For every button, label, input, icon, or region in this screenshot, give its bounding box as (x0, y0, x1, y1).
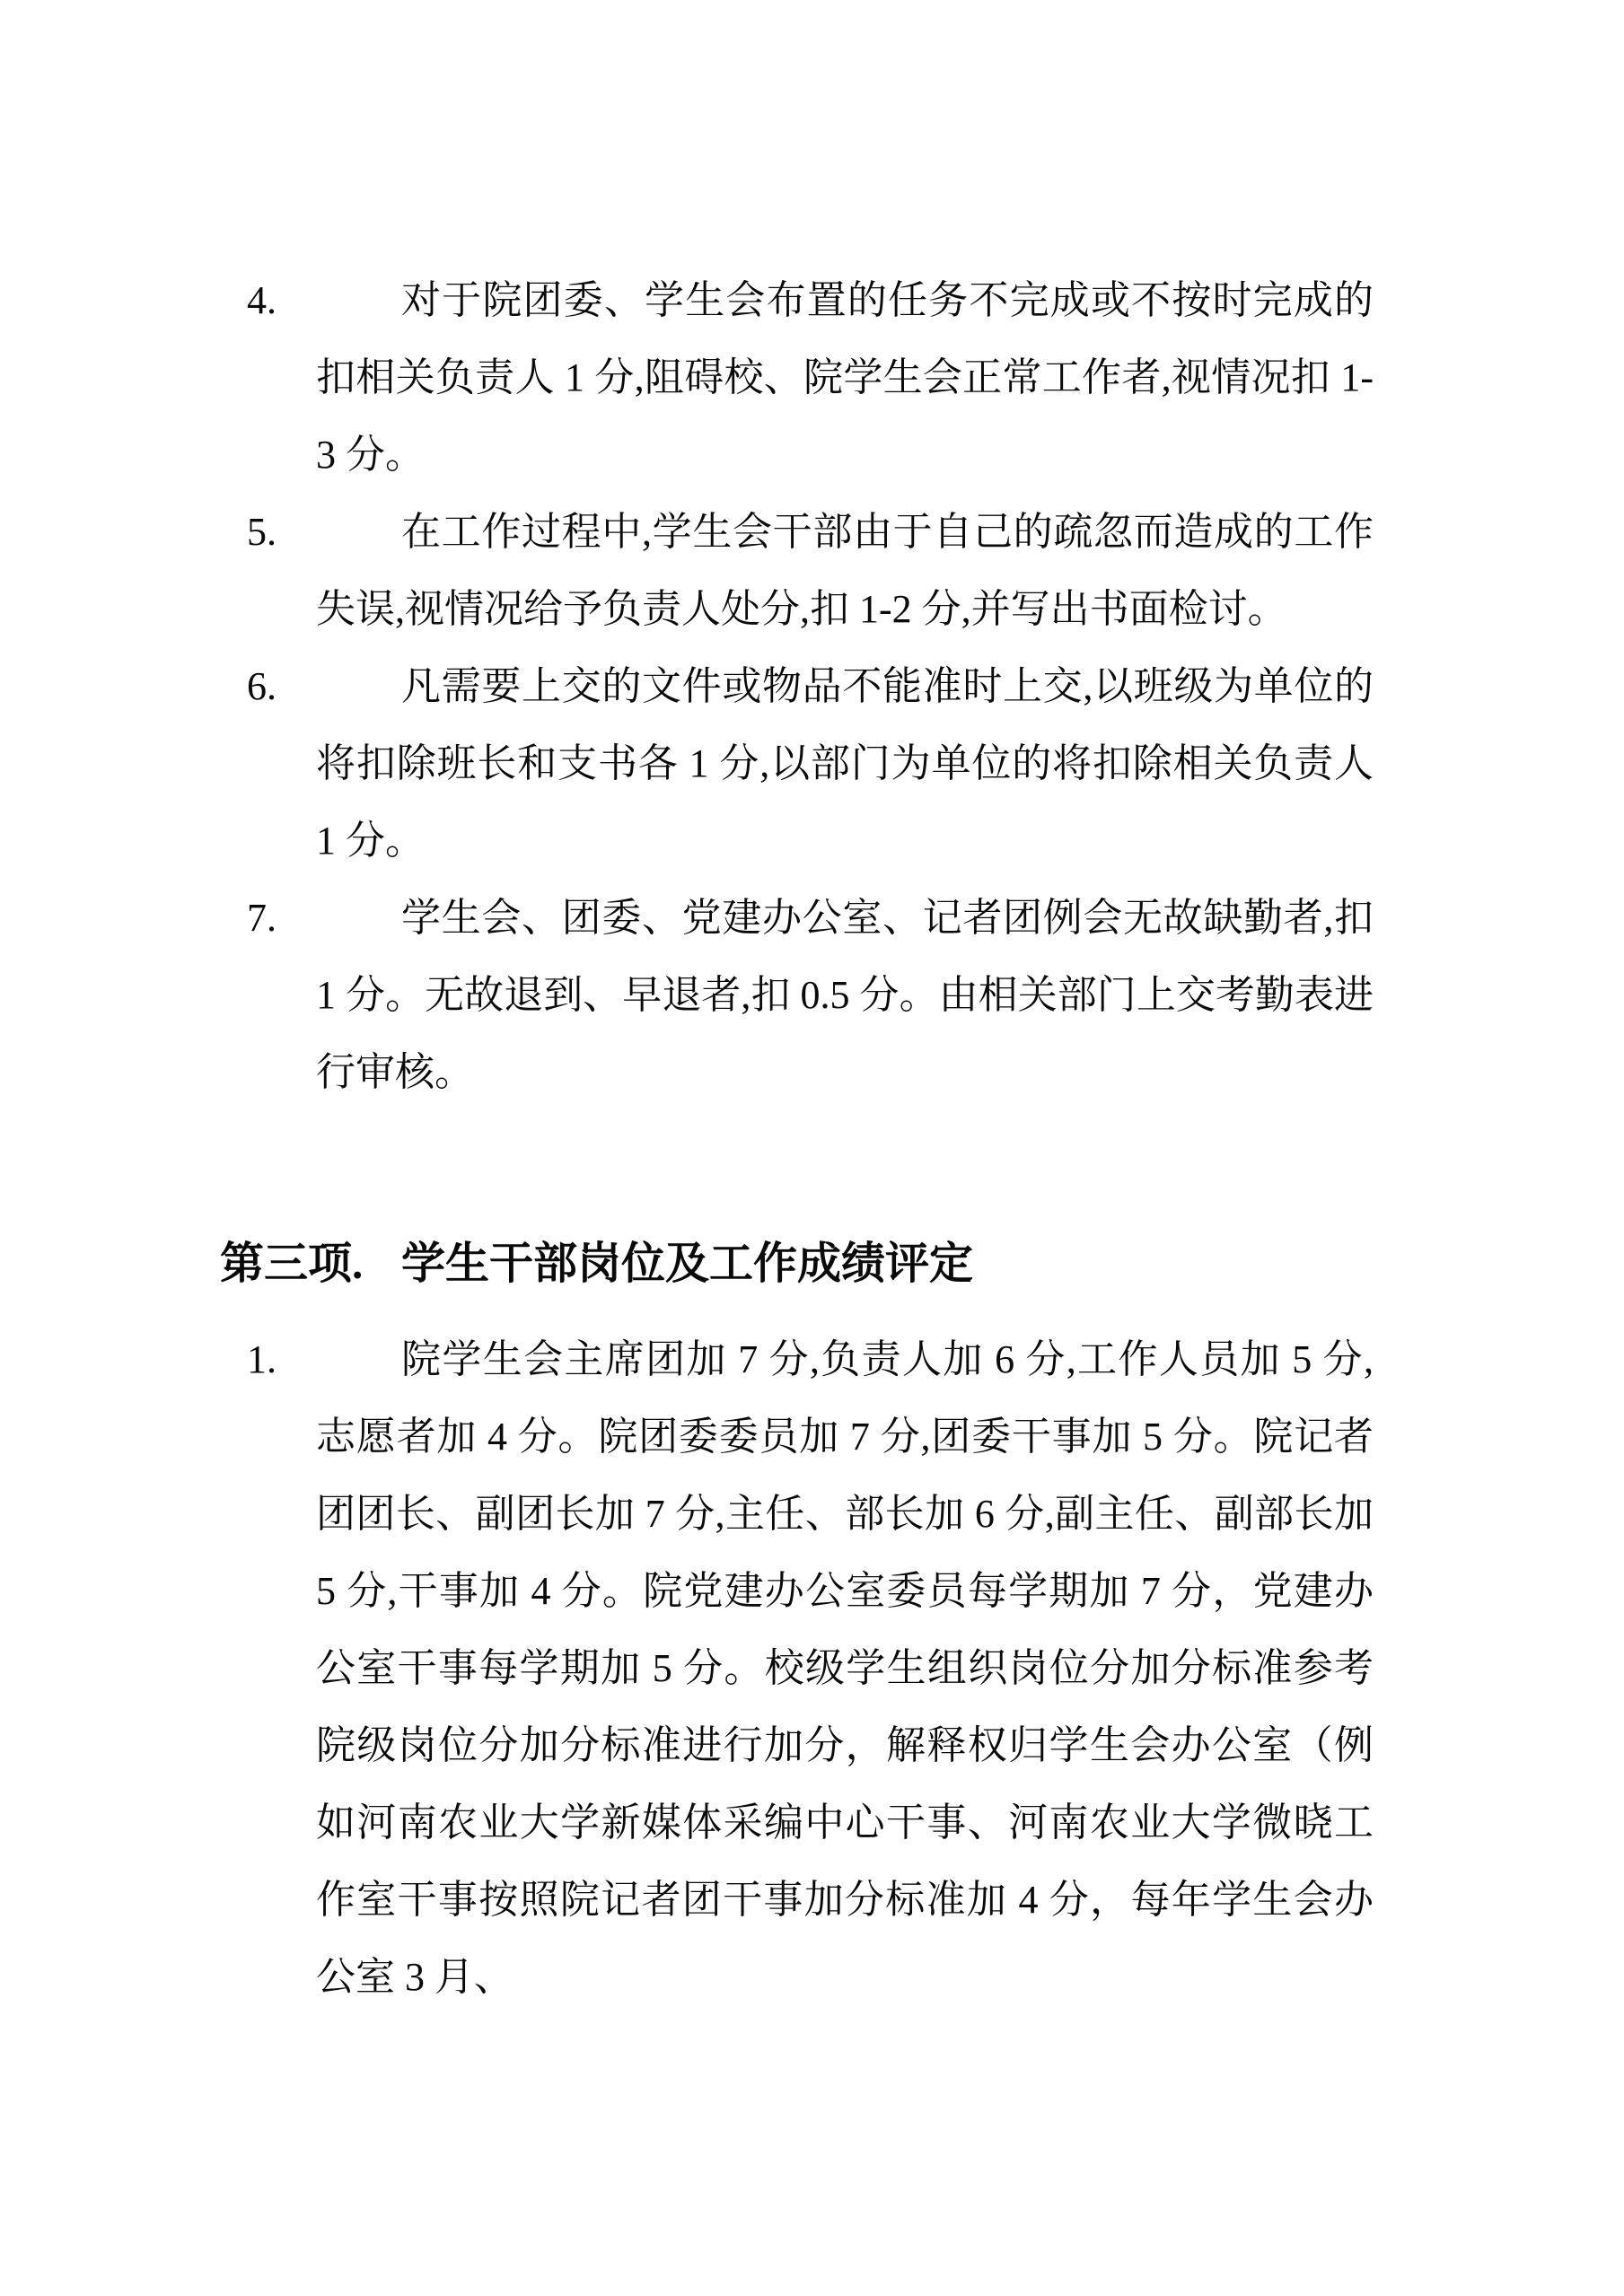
list-item (247, 494, 1374, 648)
list-item-number: 5. (247, 510, 277, 554)
list-item (247, 880, 1374, 1111)
document-content (220, 262, 1374, 2016)
section-heading (220, 1219, 1347, 1309)
list-item (247, 262, 1374, 494)
list-item-number: 1. (247, 1337, 277, 1381)
list-item-text: 学生会、团委、党建办公室、记者团例会无故缺勤者,扣 1 分。无故退到、早退者,扣 0.5 分。由相关部门上交考勤表进行审核。 (316, 896, 1374, 1094)
list-item-text: 对于院团委、学生会布置的任务不完成或不按时完成的扣相关负责人 1 分,阻碍校、院学生会正常工作者,视情况扣 1-3 分。 (316, 278, 1374, 477)
list-item-text: 院学生会主席团加 7 分,负责人加 6 分,工作人员加 5 分,志愿者加 4 分。院团委委员加 7 分,团委干事加 5 分。院记者团团长、副团长加 7 分,主任、部长加 6 分,副主任、副部长加 5 分,干事加 4 分。院党建办公室委员每学期加 7 分，党建办公室干事每学期加 5 分。校级学生组织岗位分加分标准参考院级岗位分加分标准进行加分，解释权归学生会办公室（例如河南农业大学新媒体采编中心干事、河南农业大学微晓工作室干事按照院记者团干事加分标准加 4 分，每年学生会办公室 3 月、 (316, 1337, 1374, 1999)
section-heading-number: 第三项. (220, 1239, 364, 1288)
section-heading-title: 学生干部岗位及工作成绩评定 (401, 1239, 974, 1288)
list-item-number: 6. (247, 664, 277, 708)
list-item (247, 1321, 1374, 2016)
list-item (247, 648, 1374, 880)
list-item-text: 凡需要上交的文件或物品不能准时上交,以班级为单位的将扣除班长和支书各 1 分,以部门为单位的将扣除相关负责人 1 分。 (316, 664, 1374, 863)
list-item-number: 7. (247, 896, 277, 940)
list-item-number: 4. (247, 278, 277, 322)
list-item-text: 在工作过程中,学生会干部由于自己的疏忽而造成的工作失误,视情况给予负责人处分,扣 1-2 分,并写出书面检讨。 (316, 510, 1374, 631)
